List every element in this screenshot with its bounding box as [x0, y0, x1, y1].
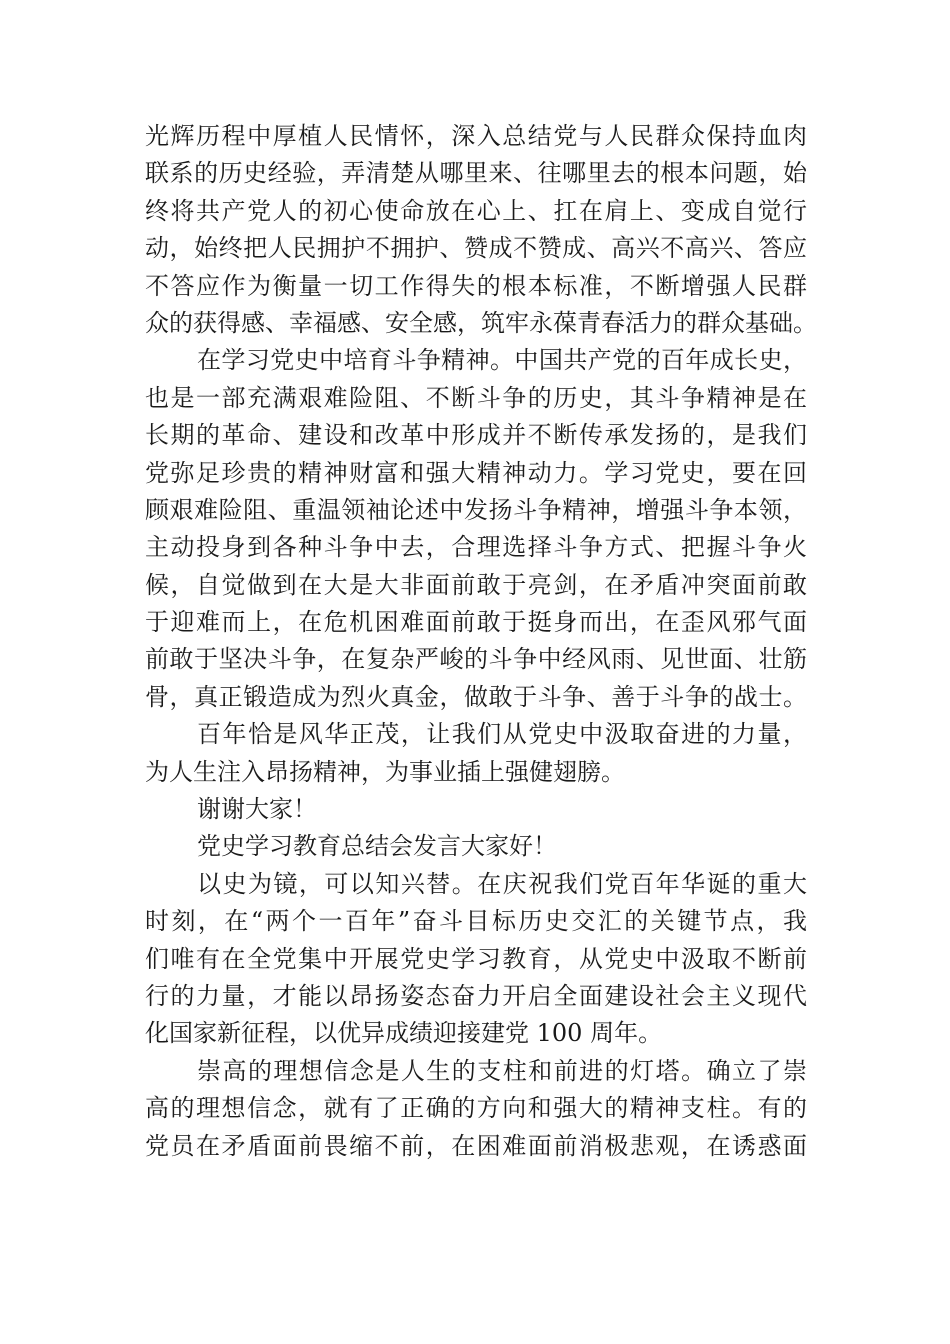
text-line: 时刻，在“两个一百年”奋斗目标历史交汇的关键节点，我	[145, 907, 807, 936]
text-line: 也是一部充满艰难险阻、不断斗争的历史，其斗争精神是在	[145, 383, 807, 412]
text-line: 党史学习教育总结会发言大家好！	[197, 832, 557, 861]
text-line: 崇高的理想信念是人生的支柱和前进的灯塔。确立了崇	[197, 1056, 807, 1085]
text-line: 为人生注入昂扬精神，为事业插上强健翅膀。	[145, 757, 625, 786]
paragraph	[145, 716, 807, 791]
text-line: 百年恰是风华正茂，让我们从党史中汲取奋进的力量，	[197, 720, 807, 749]
paragraph	[145, 118, 817, 342]
text-line: 候，自觉做到在大是大非面前敢于亮剑，在矛盾冲突面前敢	[145, 570, 807, 599]
text-line: 终将共产党人的初心使命放在心上、扛在肩上、变成自觉行	[145, 196, 807, 225]
document-page	[145, 118, 817, 1165]
text-line: 骨，真正锻造成为烈火真金，做敢于斗争、善于斗争的战士。	[145, 682, 807, 711]
text-line: 顾艰难险阻、重温领袖论述中发扬斗争精神，增强斗争本领，	[145, 495, 807, 524]
text-line: 动，始终把人民拥护不拥护、赞成不赞成、高兴不高兴、答应	[145, 234, 807, 263]
text-line: 行的力量，才能以昂扬姿态奋力开启全面建设社会主义现代	[145, 981, 807, 1010]
text-line: 联系的历史经验，弄清楚从哪里来、往哪里去的根本问题，始	[145, 159, 807, 188]
paragraph	[145, 342, 807, 716]
text-line: 前敢于坚决斗争，在复杂严峻的斗争中经风雨、见世面、壮筋	[145, 645, 807, 674]
text-line: 以史为镜，可以知兴替。在庆祝我们党百年华诞的重大	[197, 869, 807, 898]
paragraph	[145, 828, 807, 865]
text-line: 在学习党史中培育斗争精神。中国共产党的百年成长史，	[197, 346, 807, 375]
text-line: 高的理想信念，就有了正确的方向和强大的精神支柱。有的	[145, 1094, 807, 1123]
text-line: 们唯有在全党集中开展党史学习教育，从党史中汲取不断前	[145, 944, 807, 973]
text-line: 党员在矛盾面前畏缩不前，在困难面前消极悲观，在诱惑面	[145, 1131, 807, 1160]
paragraph	[145, 791, 807, 828]
text-line: 党弥足珍贵的精神财富和强大精神动力。学习党史，要在回	[145, 458, 807, 487]
paragraph	[145, 866, 807, 1053]
paragraph	[145, 1053, 807, 1165]
text-line: 众的获得感、幸福感、安全感，筑牢永葆青春活力的群众基础。	[145, 308, 817, 337]
text-line: 不答应作为衡量一切工作得失的根本标准，不断增强人民群	[145, 271, 807, 300]
text-line: 于迎难而上，在危机困难面前敢于挺身而出，在歪风邪气面	[145, 608, 807, 637]
text-line: 主动投身到各种斗争中去，合理选择斗争方式、把握斗争火	[145, 533, 807, 562]
text-line: 光辉历程中厚植人民情怀，深入总结党与人民群众保持血肉	[145, 122, 807, 150]
text-line: 长期的革命、建设和改革中形成并不断传承发扬的，是我们	[145, 421, 807, 450]
text-line: 化国家新征程，以优异成绩迎接建党 100 周年。	[145, 1019, 663, 1048]
text-line: 谢谢大家！	[197, 795, 317, 824]
